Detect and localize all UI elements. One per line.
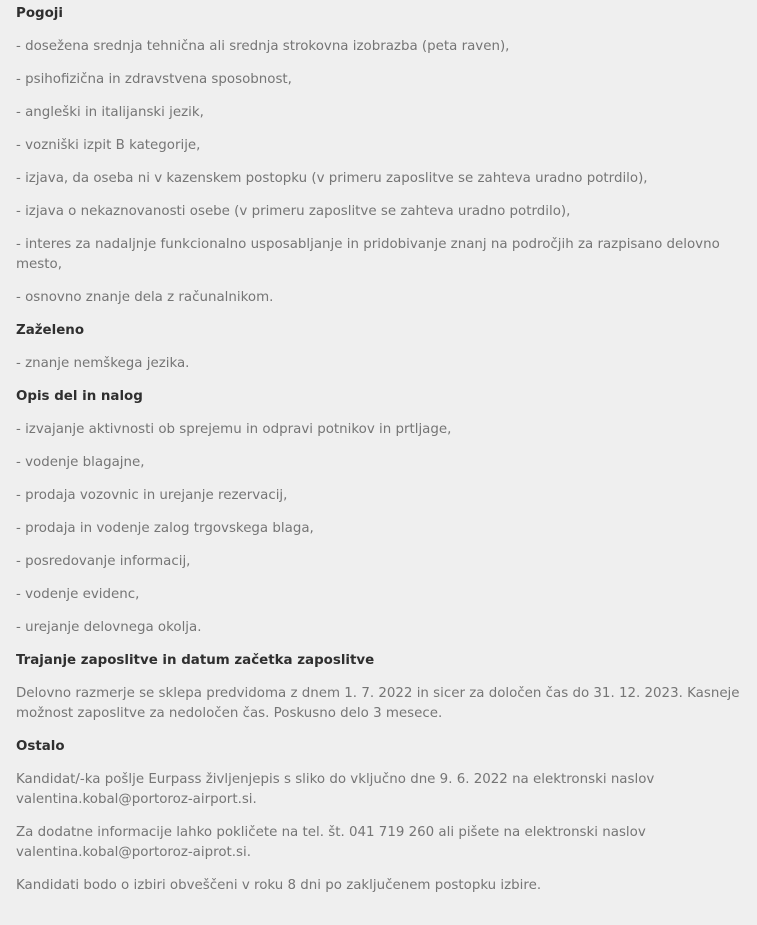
list-item: - izvajanje aktivnosti ob sprejemu in odpravi potnikov in prtljage, bbox=[16, 422, 452, 437]
list-item: - prodaja in vodenje zalog trgovskega blaga, bbox=[16, 521, 314, 536]
section-opis-del bbox=[16, 387, 741, 638]
paragraph: Kandidati bodo o izbiri obveščeni v roku 8 dni po zaključenem postopku izbire. bbox=[16, 878, 542, 893]
list-item: - osnovno znanje dela z računalnikom. bbox=[16, 290, 274, 305]
list-item: - vodenje evidenc, bbox=[16, 587, 140, 602]
list-item: - urejanje delovnega okolja. bbox=[16, 620, 202, 635]
list-item: - izjava o nekaznovanosti osebe (v primeru zaposlitve se zahteva uradno potrdilo), bbox=[16, 204, 571, 219]
section-heading: Opis del in nalog bbox=[16, 389, 143, 404]
section-heading: Zaželeno bbox=[16, 323, 85, 338]
section-heading: Pogoji bbox=[16, 6, 63, 21]
section-heading: Trajanje zaposlitve in datum začetka zaposlitve bbox=[16, 653, 375, 668]
list-item: - izjava, da oseba ni v kazenskem postopku (v primeru zaposlitve se zahteva uradno potrdilo), bbox=[16, 171, 648, 186]
paragraph: Za dodatne informacije lahko pokličete na tel. št. 041 719 260 ali pišete na elektronski naslov valentina.kobal@portoroz-aiprot.si. bbox=[16, 825, 646, 860]
list-item: - angleški in italijanski jezik, bbox=[16, 105, 204, 120]
section-heading: Ostalo bbox=[16, 739, 65, 754]
list-item: - psihofizična in zdravstvena sposobnost, bbox=[16, 72, 292, 87]
section-trajanje bbox=[16, 651, 741, 724]
list-item: - dosežena srednja tehnična ali srednja strokovna izobrazba (peta raven), bbox=[16, 39, 510, 54]
paragraph: Kandidat/-ka pošlje Eurpass življenjepis s sliko do vključno dne 9. 6. 2022 na elektronski naslov valentina.kobal@portoroz-airport.si. bbox=[16, 772, 655, 807]
list-item: - znanje nemškega jezika. bbox=[16, 356, 190, 371]
section-pogoji bbox=[16, 4, 741, 308]
paragraph: Delovno razmerje se sklepa predvidoma z dnem 1. 7. 2022 in sicer za določen čas do 31. 12. 2023. Kasneje možnost zaposlitve za nedoločen čas. Poskusno delo 3 mesece. bbox=[16, 686, 740, 721]
list-item: - posredovanje informacij, bbox=[16, 554, 191, 569]
list-item: - prodaja vozovnic in urejanje rezervacij, bbox=[16, 488, 288, 503]
section-ostalo bbox=[16, 737, 741, 896]
list-item: - interes za nadaljnje funkcionalno usposabljanje in pridobivanje znanj na področjih za razpisano delovno mesto, bbox=[16, 237, 720, 272]
list-item: - vozniški izpit B kategorije, bbox=[16, 138, 201, 153]
section-zazeleno bbox=[16, 321, 741, 374]
list-item: - vodenje blagajne, bbox=[16, 455, 145, 470]
